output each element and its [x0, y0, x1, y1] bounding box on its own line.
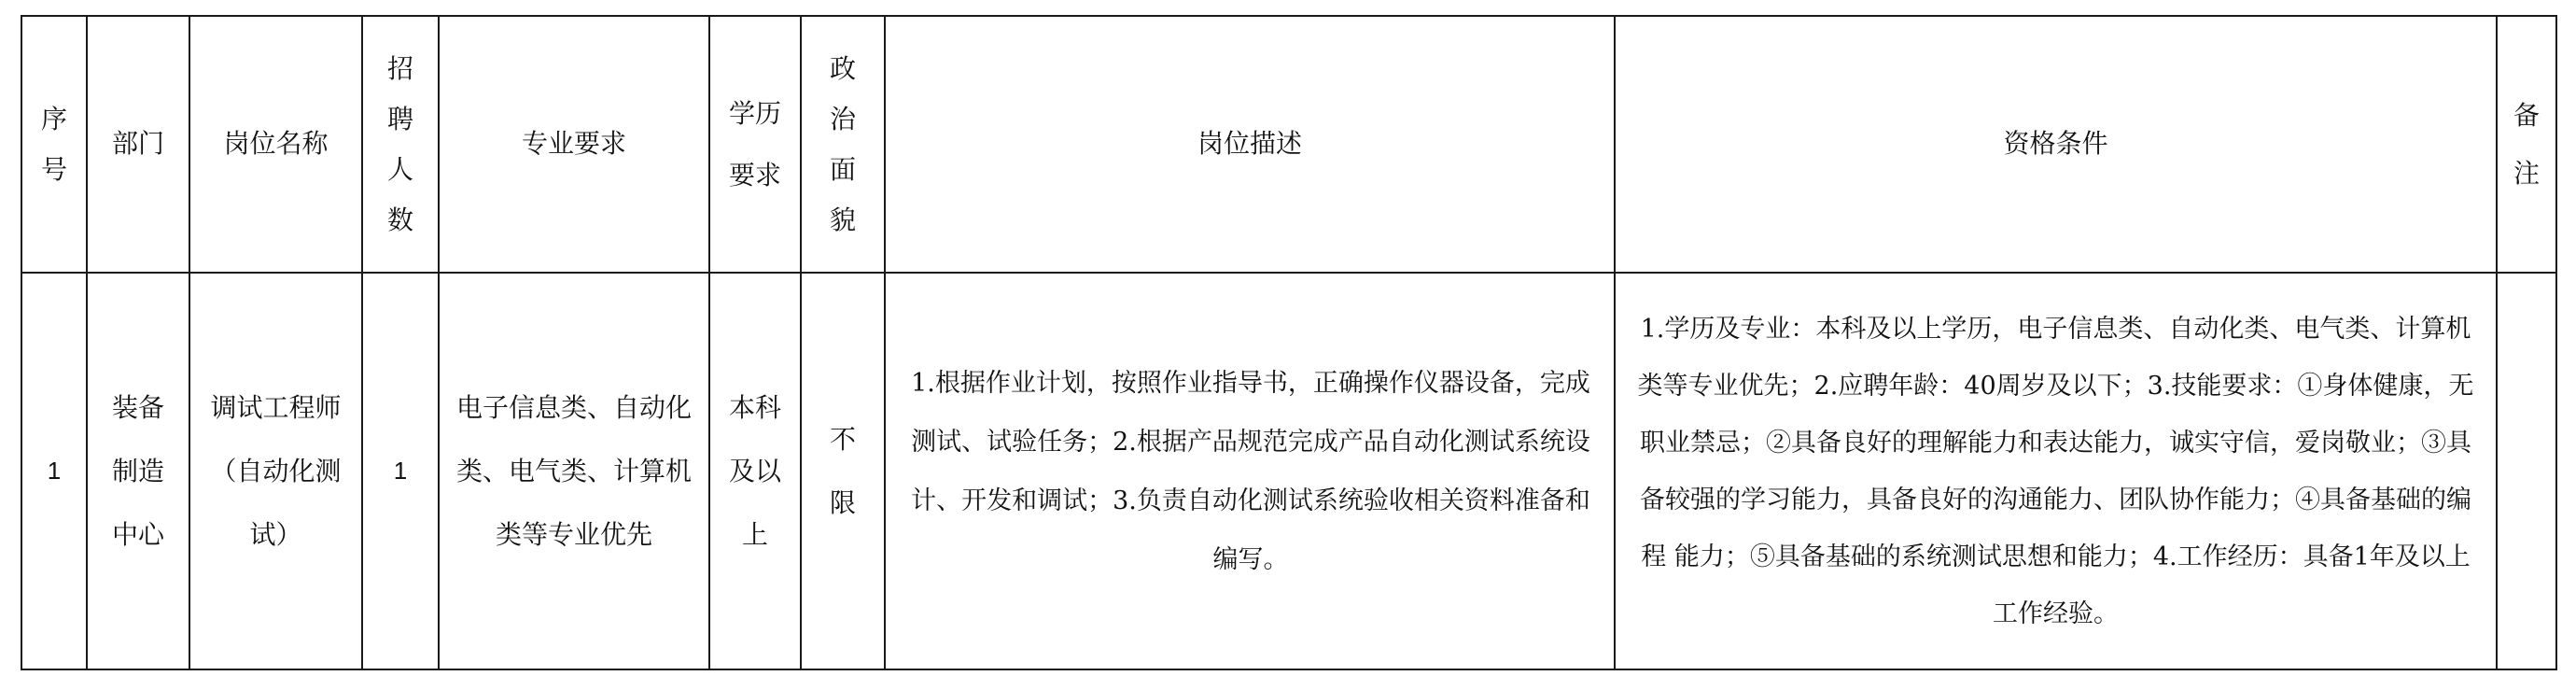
header-position-label: 岗位名称 — [223, 128, 329, 159]
cell-dept — [87, 273, 189, 669]
header-seq — [21, 16, 87, 273]
cell-remarks — [2497, 273, 2556, 669]
header-political-label: 政治面貌 — [829, 52, 856, 235]
row-dept: 装备制造中心 — [112, 391, 165, 550]
cell-political — [801, 273, 885, 669]
row-political: 不限 — [829, 423, 856, 518]
cell-count — [362, 273, 439, 669]
header-dept-label: 部门 — [111, 128, 164, 159]
job-table — [21, 15, 2557, 670]
cell-position — [189, 273, 362, 669]
header-major-label: 专业要求 — [521, 128, 626, 159]
header-count — [362, 16, 439, 273]
header-remarks-label: 备注 — [2513, 99, 2540, 189]
header-remarks — [2497, 16, 2556, 273]
cell-qualifications — [1615, 273, 2497, 669]
header-description — [885, 16, 1615, 273]
header-qualifications — [1615, 16, 2497, 273]
row-seq: 1 — [47, 457, 62, 485]
header-qualifications-label: 资格条件 — [2003, 128, 2108, 159]
row-position: 调试工程师（自动化测试） — [210, 391, 342, 550]
row-count: 1 — [393, 457, 408, 485]
header-political — [801, 16, 885, 273]
header-major — [439, 16, 709, 273]
header-description-label: 岗位描述 — [1197, 128, 1302, 159]
header-education — [709, 16, 801, 273]
cell-seq — [21, 273, 87, 669]
cell-education — [709, 273, 801, 669]
header-seq-label: 序号 — [40, 103, 67, 185]
table-row — [21, 273, 2556, 669]
cell-major — [439, 273, 709, 669]
row-education: 本科及以上 — [729, 391, 782, 550]
header-position — [189, 16, 362, 273]
header-dept — [87, 16, 189, 273]
header-education-label: 学历要求 — [728, 97, 781, 190]
row-major: 电子信息类、自动化类、电气类、计算机类等专业优先 — [455, 391, 692, 550]
header-row — [21, 16, 2556, 273]
header-count-label: 招聘人数 — [386, 52, 413, 235]
cell-description — [885, 273, 1615, 669]
row-description: 1.根据作业计划，按照作业指导书，正确操作仪器设备，完成测试、试验任务；2.根据产品规范完成产品自动化测试系统设计、开发和调试；3.负责自动化测试系统验收相关资料准备和编写。 — [911, 368, 1590, 574]
row-qualifications: 1.学历及专业：本科及以上学历，电子信息类、自动化类、电气类、计算机类等专业优先；2.应聘年龄：40周岁及以下；3.技能要求：①身体健康，无职业禁忌；②具备良好的理解能力和表达能力，诚实守信，爱岗敬业；③具备较强的学习能力，具备良好的沟通能力、团队协作能力；④具备基础的编程 能力；⑤具备基础的系统测试思想和能力；4.工作经历：具备1年及以上工作经验。 — [1637, 314, 2474, 628]
